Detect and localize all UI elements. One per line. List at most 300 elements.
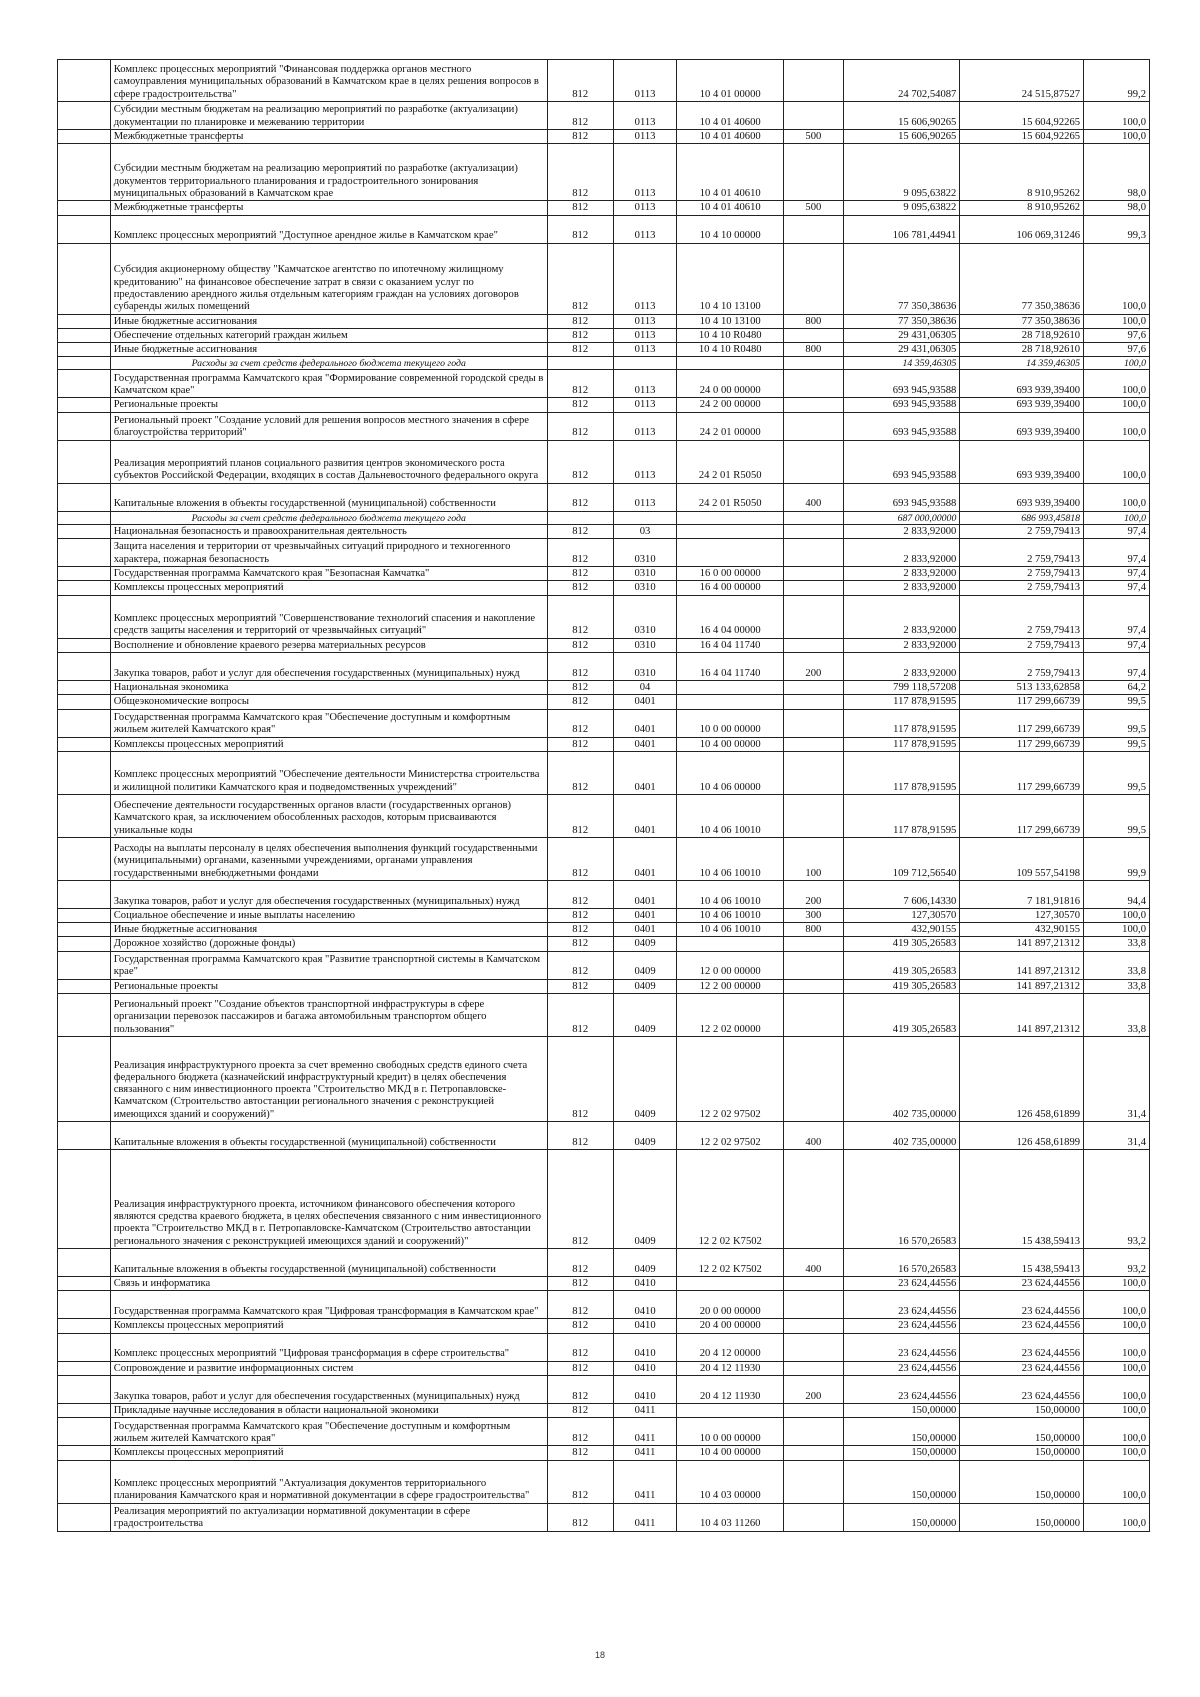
execution-percent-cell: 33,8 <box>1084 951 1150 979</box>
expense-name-cell: Комплексы процессных мероприятий <box>110 737 547 751</box>
planned-amount-cell: 23 624,44556 <box>843 1291 960 1319</box>
execution-percent-cell: 97,6 <box>1084 343 1150 357</box>
execution-percent-cell: 100,0 <box>1084 1460 1150 1503</box>
administrator-code-cell: 812 <box>547 1375 613 1403</box>
target-article-cell: 24 2 01 R5050 <box>677 440 783 483</box>
target-article-cell <box>677 524 783 538</box>
expense-name-cell: Закупка товаров, работ и услуг для обеспечения государственных (муниципальных) нужд <box>110 880 547 908</box>
planned-amount-cell: 687 000,00000 <box>843 511 960 524</box>
target-article-cell: 10 4 06 10010 <box>677 837 783 880</box>
expense-type-cell <box>783 102 843 130</box>
executed-amount-cell: 117 299,66739 <box>960 709 1084 737</box>
target-article-cell: 16 4 04 11740 <box>677 638 783 652</box>
table-row <box>58 440 1150 483</box>
empty-cell <box>58 440 111 483</box>
expense-name-cell: Региональный проект "Создание условий для решения вопросов местного значения в сфере благоустройства территорий" <box>110 412 547 440</box>
administrator-code-cell: 812 <box>547 1037 613 1122</box>
section-code-cell: 0113 <box>613 398 677 412</box>
target-article-cell: 10 4 01 40610 <box>677 144 783 201</box>
section-code-cell: 0410 <box>613 1333 677 1361</box>
planned-amount-cell: 419 305,26583 <box>843 994 960 1037</box>
expense-name-cell: Государственная программа Камчатского края "Цифровая трансформация в Камчатском крае" <box>110 1291 547 1319</box>
empty-cell <box>58 994 111 1037</box>
planned-amount-cell: 77 350,38636 <box>843 243 960 314</box>
section-code-cell: 0411 <box>613 1460 677 1503</box>
table-row <box>58 243 1150 314</box>
table-row <box>58 638 1150 652</box>
planned-amount-cell: 23 624,44556 <box>843 1333 960 1361</box>
expense-type-cell <box>783 412 843 440</box>
expense-type-cell <box>783 60 843 102</box>
section-code-cell: 0113 <box>613 130 677 144</box>
empty-cell <box>58 1150 111 1249</box>
target-article-cell: 12 2 02 97502 <box>677 1122 783 1150</box>
target-article-cell: 10 4 06 10010 <box>677 923 783 937</box>
expense-name-cell: Иные бюджетные ассигнования <box>110 923 547 937</box>
executed-amount-cell: 513 133,62858 <box>960 680 1084 694</box>
table-row <box>58 1403 1150 1417</box>
expense-name-cell: Региональные проекты <box>110 398 547 412</box>
expense-name-cell: Национальная экономика <box>110 680 547 694</box>
expense-type-cell: 800 <box>783 314 843 328</box>
table-row <box>58 737 1150 751</box>
empty-cell <box>58 1319 111 1333</box>
section-code-cell: 0113 <box>613 314 677 328</box>
expense-name-cell: Субсидия акционерному обществу "Камчатское агентство по ипотечному жилищному кредитованию" на финансовое обеспечение затрат в связи с оказанием услуг по предоставлению арендного жилья отдельным категориям граждан на условиях договоров субаренды жилых помещений <box>110 243 547 314</box>
executed-amount-cell: 432,90155 <box>960 923 1084 937</box>
execution-percent-cell: 100,0 <box>1084 1446 1150 1460</box>
planned-amount-cell: 150,00000 <box>843 1503 960 1531</box>
target-article-cell: 10 4 01 40610 <box>677 201 783 215</box>
target-article-cell: 10 4 10 R0480 <box>677 328 783 342</box>
expense-type-cell <box>783 1503 843 1531</box>
empty-cell <box>58 483 111 511</box>
planned-amount-cell: 117 878,91595 <box>843 695 960 709</box>
target-article-cell: 10 0 00 00000 <box>677 709 783 737</box>
expense-name-cell: Расходы за счет средств федерального бюджета текущего года <box>110 357 547 370</box>
administrator-code-cell: 812 <box>547 908 613 922</box>
planned-amount-cell: 77 350,38636 <box>843 314 960 328</box>
expense-name-cell: Комплекс процессных мероприятий "Доступное арендное жилье в Камчатском крае" <box>110 215 547 243</box>
expense-type-cell <box>783 328 843 342</box>
administrator-code-cell: 812 <box>547 524 613 538</box>
empty-cell <box>58 1037 111 1122</box>
empty-cell <box>58 102 111 130</box>
expense-type-cell <box>783 567 843 581</box>
execution-percent-cell: 99,2 <box>1084 60 1150 102</box>
administrator-code-cell: 812 <box>547 994 613 1037</box>
section-code-cell: 0113 <box>613 243 677 314</box>
expense-name-cell: Субсидии местным бюджетам на реализацию мероприятий по разработке (актуализации) документации по планировке и межеванию территории <box>110 102 547 130</box>
executed-amount-cell: 693 939,39400 <box>960 370 1084 398</box>
expense-name-cell: Межбюджетные трансферты <box>110 201 547 215</box>
table-row <box>58 652 1150 680</box>
empty-cell <box>58 695 111 709</box>
table-row <box>58 1375 1150 1403</box>
section-code-cell: 0410 <box>613 1277 677 1291</box>
administrator-code-cell: 812 <box>547 1319 613 1333</box>
planned-amount-cell: 117 878,91595 <box>843 709 960 737</box>
administrator-code-cell: 812 <box>547 567 613 581</box>
page-number: 18 <box>594 1650 605 1660</box>
table-row <box>58 695 1150 709</box>
table-row <box>58 398 1150 412</box>
administrator-code-cell: 812 <box>547 314 613 328</box>
administrator-code-cell: 812 <box>547 440 613 483</box>
execution-percent-cell: 33,8 <box>1084 979 1150 993</box>
planned-amount-cell: 2 833,92000 <box>843 524 960 538</box>
expense-name-cell: Дорожное хозяйство (дорожные фонды) <box>110 937 547 951</box>
budget-execution-table <box>57 59 1150 1532</box>
execution-percent-cell: 100,0 <box>1084 1503 1150 1531</box>
execution-percent-cell: 33,8 <box>1084 937 1150 951</box>
section-code-cell: 0409 <box>613 951 677 979</box>
execution-percent-cell: 100,0 <box>1084 243 1150 314</box>
executed-amount-cell: 126 458,61899 <box>960 1037 1084 1122</box>
administrator-code-cell: 812 <box>547 1418 613 1446</box>
target-article-cell <box>677 680 783 694</box>
table-row <box>58 1319 1150 1333</box>
execution-percent-cell: 100,0 <box>1084 130 1150 144</box>
table-row <box>58 1249 1150 1277</box>
expense-type-cell: 400 <box>783 1122 843 1150</box>
expense-type-cell <box>783 638 843 652</box>
administrator-code-cell: 812 <box>547 398 613 412</box>
execution-percent-cell: 97,4 <box>1084 539 1150 567</box>
expense-type-cell <box>783 243 843 314</box>
execution-percent-cell: 100,0 <box>1084 357 1150 370</box>
table-row <box>58 1333 1150 1361</box>
target-article-cell: 24 0 00 00000 <box>677 370 783 398</box>
section-code-cell <box>613 357 677 370</box>
planned-amount-cell: 799 118,57208 <box>843 680 960 694</box>
execution-percent-cell: 100,0 <box>1084 908 1150 922</box>
administrator-code-cell: 812 <box>547 638 613 652</box>
expense-type-cell <box>783 1037 843 1122</box>
planned-amount-cell: 693 945,93588 <box>843 370 960 398</box>
executed-amount-cell: 28 718,92610 <box>960 343 1084 357</box>
empty-cell <box>58 144 111 201</box>
planned-amount-cell: 29 431,06305 <box>843 343 960 357</box>
execution-percent-cell: 100,0 <box>1084 440 1150 483</box>
target-article-cell: 16 4 04 00000 <box>677 595 783 638</box>
administrator-code-cell: 812 <box>547 1503 613 1531</box>
execution-percent-cell: 97,4 <box>1084 567 1150 581</box>
executed-amount-cell: 77 350,38636 <box>960 243 1084 314</box>
table-row <box>58 201 1150 215</box>
target-article-cell: 10 4 06 00000 <box>677 751 783 794</box>
section-code-cell: 0113 <box>613 60 677 102</box>
target-article-cell: 16 4 04 11740 <box>677 652 783 680</box>
execution-percent-cell: 99,5 <box>1084 695 1150 709</box>
execution-percent-cell: 100,0 <box>1084 1291 1150 1319</box>
table-row <box>58 1122 1150 1150</box>
administrator-code-cell: 812 <box>547 412 613 440</box>
expense-name-cell: Реализация мероприятий планов социального развития центров экономического роста субъектов Российской Федерации, входящих в состав Дальневосточного федерального округа <box>110 440 547 483</box>
empty-cell <box>58 937 111 951</box>
expense-name-cell: Восполнение и обновление краевого резерва материальных ресурсов <box>110 638 547 652</box>
empty-cell <box>58 1249 111 1277</box>
planned-amount-cell: 402 735,00000 <box>843 1037 960 1122</box>
table-row <box>58 130 1150 144</box>
section-code-cell: 0310 <box>613 652 677 680</box>
administrator-code-cell <box>547 511 613 524</box>
table-row <box>58 908 1150 922</box>
expense-name-cell: Межбюджетные трансферты <box>110 130 547 144</box>
section-code-cell: 0401 <box>613 695 677 709</box>
empty-cell <box>58 60 111 102</box>
target-article-cell: 10 4 01 00000 <box>677 60 783 102</box>
expense-type-cell <box>783 1460 843 1503</box>
executed-amount-cell: 24 515,87527 <box>960 60 1084 102</box>
expense-type-cell <box>783 581 843 595</box>
table-row <box>58 215 1150 243</box>
execution-percent-cell: 100,0 <box>1084 1361 1150 1375</box>
planned-amount-cell: 2 833,92000 <box>843 539 960 567</box>
administrator-code-cell: 812 <box>547 343 613 357</box>
empty-cell <box>58 1403 111 1417</box>
expense-type-cell <box>783 979 843 993</box>
execution-percent-cell: 99,5 <box>1084 794 1150 837</box>
section-code-cell: 04 <box>613 680 677 694</box>
administrator-code-cell: 812 <box>547 328 613 342</box>
expense-type-cell: 800 <box>783 343 843 357</box>
administrator-code-cell: 812 <box>547 215 613 243</box>
expense-name-cell: Комплексы процессных мероприятий <box>110 1319 547 1333</box>
table-row <box>58 412 1150 440</box>
empty-cell <box>58 201 111 215</box>
target-article-cell: 10 4 03 11260 <box>677 1503 783 1531</box>
section-code-cell: 0401 <box>613 737 677 751</box>
section-code-cell: 0411 <box>613 1503 677 1531</box>
expense-type-cell <box>783 595 843 638</box>
administrator-code-cell: 812 <box>547 1291 613 1319</box>
table-row <box>58 751 1150 794</box>
empty-cell <box>58 328 111 342</box>
planned-amount-cell: 693 945,93588 <box>843 398 960 412</box>
target-article-cell: 20 4 00 00000 <box>677 1319 783 1333</box>
empty-cell <box>58 709 111 737</box>
empty-cell <box>58 130 111 144</box>
section-code-cell: 0401 <box>613 908 677 922</box>
target-article-cell: 10 4 00 00000 <box>677 737 783 751</box>
expense-type-cell <box>783 1291 843 1319</box>
planned-amount-cell: 15 606,90265 <box>843 130 960 144</box>
execution-percent-cell: 93,2 <box>1084 1150 1150 1249</box>
table-row <box>58 1150 1150 1249</box>
executed-amount-cell: 109 557,54198 <box>960 837 1084 880</box>
executed-amount-cell: 2 759,79413 <box>960 638 1084 652</box>
execution-percent-cell: 100,0 <box>1084 1418 1150 1446</box>
execution-percent-cell: 100,0 <box>1084 102 1150 130</box>
target-article-cell: 16 0 00 00000 <box>677 567 783 581</box>
expense-name-cell: Расходы на выплаты персоналу в целях обеспечения выполнения функций государственными (муниципальными) органами, казенными учреждениями, органами управления государственными внебюджетными фондами <box>110 837 547 880</box>
expense-name-cell: Комплексы процессных мероприятий <box>110 581 547 595</box>
target-article-cell: 10 0 00 00000 <box>677 1418 783 1446</box>
empty-cell <box>58 1418 111 1446</box>
section-code-cell: 0410 <box>613 1319 677 1333</box>
expense-name-cell: Социальное обеспечение и иные выплаты населению <box>110 908 547 922</box>
expense-name-cell: Расходы за счет средств федерального бюджета текущего года <box>110 511 547 524</box>
target-article-cell: 10 4 10 00000 <box>677 215 783 243</box>
expense-name-cell: Национальная безопасность и правоохранительная деятельность <box>110 524 547 538</box>
expense-type-cell: 400 <box>783 1249 843 1277</box>
administrator-code-cell: 812 <box>547 751 613 794</box>
execution-percent-cell: 99,3 <box>1084 215 1150 243</box>
target-article-cell: 10 4 00 00000 <box>677 1446 783 1460</box>
table-row <box>58 709 1150 737</box>
execution-percent-cell: 100,0 <box>1084 483 1150 511</box>
executed-amount-cell: 117 299,66739 <box>960 737 1084 751</box>
planned-amount-cell: 2 833,92000 <box>843 638 960 652</box>
expense-type-cell <box>783 144 843 201</box>
table-row <box>58 794 1150 837</box>
expense-type-cell <box>783 370 843 398</box>
table-row <box>58 1037 1150 1122</box>
executed-amount-cell: 14 359,46305 <box>960 357 1084 370</box>
section-code-cell: 0310 <box>613 595 677 638</box>
table-row <box>58 1460 1150 1503</box>
executed-amount-cell: 693 939,39400 <box>960 440 1084 483</box>
empty-cell <box>58 412 111 440</box>
administrator-code-cell: 812 <box>547 737 613 751</box>
empty-cell <box>58 1277 111 1291</box>
section-code-cell: 0411 <box>613 1403 677 1417</box>
empty-cell <box>58 595 111 638</box>
section-code-cell: 0401 <box>613 794 677 837</box>
administrator-code-cell: 812 <box>547 483 613 511</box>
section-code-cell: 0411 <box>613 1418 677 1446</box>
section-code-cell: 0113 <box>613 102 677 130</box>
administrator-code-cell: 812 <box>547 1150 613 1249</box>
table-row <box>58 979 1150 993</box>
execution-percent-cell: 31,4 <box>1084 1037 1150 1122</box>
empty-cell <box>58 638 111 652</box>
administrator-code-cell: 812 <box>547 680 613 694</box>
target-article-cell: 16 4 00 00000 <box>677 581 783 595</box>
table-body <box>58 60 1150 1532</box>
executed-amount-cell: 150,00000 <box>960 1503 1084 1531</box>
expense-type-cell <box>783 511 843 524</box>
executed-amount-cell: 117 299,66739 <box>960 695 1084 709</box>
empty-cell <box>58 1361 111 1375</box>
administrator-code-cell: 812 <box>547 1277 613 1291</box>
expense-name-cell: Реализация инфраструктурного проекта за счет временно свободных средств единого счета федерального бюджета (казначейский инфраструктурный кредит) в целях обеспечения связанного с ним инвестиционного проекта "Строительство МКД в г. Петропавловске-Камчатском (Строительство автостанции регионального значения с реконструкцией имеющихся зданий и сооружений)" <box>110 1037 547 1122</box>
execution-percent-cell: 99,5 <box>1084 751 1150 794</box>
table-row <box>58 923 1150 937</box>
section-code-cell: 0409 <box>613 1249 677 1277</box>
expense-type-cell <box>783 215 843 243</box>
execution-percent-cell: 64,2 <box>1084 680 1150 694</box>
table-row <box>58 328 1150 342</box>
executed-amount-cell: 106 069,31246 <box>960 215 1084 243</box>
section-code-cell: 0409 <box>613 994 677 1037</box>
expense-type-cell <box>783 1403 843 1417</box>
target-article-cell: 10 4 03 00000 <box>677 1460 783 1503</box>
expense-type-cell <box>783 737 843 751</box>
section-code-cell: 0401 <box>613 837 677 880</box>
expense-name-cell: Комплексы процессных мероприятий <box>110 1446 547 1460</box>
administrator-code-cell: 812 <box>547 1333 613 1361</box>
planned-amount-cell: 109 712,56540 <box>843 837 960 880</box>
executed-amount-cell: 23 624,44556 <box>960 1277 1084 1291</box>
expense-type-cell: 200 <box>783 880 843 908</box>
table-row <box>58 581 1150 595</box>
target-article-cell <box>677 539 783 567</box>
empty-cell <box>58 923 111 937</box>
administrator-code-cell: 812 <box>547 794 613 837</box>
administrator-code-cell: 812 <box>547 60 613 102</box>
planned-amount-cell: 117 878,91595 <box>843 794 960 837</box>
execution-percent-cell: 100,0 <box>1084 511 1150 524</box>
table-row <box>58 60 1150 102</box>
target-article-cell <box>677 357 783 370</box>
expense-name-cell: Сопровождение и развитие информационных систем <box>110 1361 547 1375</box>
empty-cell <box>58 680 111 694</box>
planned-amount-cell: 419 305,26583 <box>843 951 960 979</box>
empty-cell <box>58 1122 111 1150</box>
table-row <box>58 1277 1150 1291</box>
executed-amount-cell: 15 438,59413 <box>960 1249 1084 1277</box>
empty-cell <box>58 524 111 538</box>
empty-cell <box>58 343 111 357</box>
section-code-cell: 0310 <box>613 539 677 567</box>
target-article-cell <box>677 937 783 951</box>
section-code-cell: 0113 <box>613 215 677 243</box>
empty-cell <box>58 880 111 908</box>
execution-percent-cell: 31,4 <box>1084 1122 1150 1150</box>
executed-amount-cell: 693 939,39400 <box>960 412 1084 440</box>
planned-amount-cell: 127,30570 <box>843 908 960 922</box>
executed-amount-cell: 15 604,92265 <box>960 102 1084 130</box>
expense-type-cell: 300 <box>783 908 843 922</box>
execution-percent-cell: 98,0 <box>1084 201 1150 215</box>
expense-name-cell: Закупка товаров, работ и услуг для обеспечения государственных (муниципальных) нужд <box>110 1375 547 1403</box>
empty-cell <box>58 908 111 922</box>
administrator-code-cell: 812 <box>547 880 613 908</box>
section-code-cell: 0409 <box>613 1150 677 1249</box>
executed-amount-cell: 2 759,79413 <box>960 539 1084 567</box>
administrator-code-cell: 812 <box>547 130 613 144</box>
execution-percent-cell: 100,0 <box>1084 1403 1150 1417</box>
expense-name-cell: Комплекс процессных мероприятий "Актуализация документов территориального планирования Камчатского края и нормативной документации в сфере градостроительства" <box>110 1460 547 1503</box>
expense-name-cell: Капитальные вложения в объекты государственной (муниципальной) собственности <box>110 1249 547 1277</box>
empty-cell <box>58 215 111 243</box>
executed-amount-cell: 23 624,44556 <box>960 1333 1084 1361</box>
administrator-code-cell: 812 <box>547 243 613 314</box>
empty-cell <box>58 979 111 993</box>
expense-name-cell: Закупка товаров, работ и услуг для обеспечения государственных (муниципальных) нужд <box>110 652 547 680</box>
administrator-code-cell: 812 <box>547 1403 613 1417</box>
expense-name-cell: Государственная программа Камчатского края "Формирование современной городской среды в Камчатском крае" <box>110 370 547 398</box>
administrator-code-cell: 812 <box>547 581 613 595</box>
executed-amount-cell: 15 604,92265 <box>960 130 1084 144</box>
expense-type-cell <box>783 357 843 370</box>
executed-amount-cell: 8 910,95262 <box>960 201 1084 215</box>
executed-amount-cell: 150,00000 <box>960 1418 1084 1446</box>
executed-amount-cell: 693 939,39400 <box>960 483 1084 511</box>
expense-name-cell: Государственная программа Камчатского края "Развитие транспортной системы в Камчатском крае" <box>110 951 547 979</box>
expense-name-cell: Региональный проект "Создание объектов транспортной инфраструктуры в сфере организации перевозок пассажиров и багажа автомобильным транспортом общего пользования" <box>110 994 547 1037</box>
table-row <box>58 370 1150 398</box>
planned-amount-cell: 150,00000 <box>843 1418 960 1446</box>
section-code-cell: 0401 <box>613 880 677 908</box>
target-article-cell: 20 0 00 00000 <box>677 1291 783 1319</box>
expense-name-cell: Региональные проекты <box>110 979 547 993</box>
table-row <box>58 343 1150 357</box>
target-article-cell: 20 4 12 11930 <box>677 1375 783 1403</box>
target-article-cell: 24 2 01 00000 <box>677 412 783 440</box>
